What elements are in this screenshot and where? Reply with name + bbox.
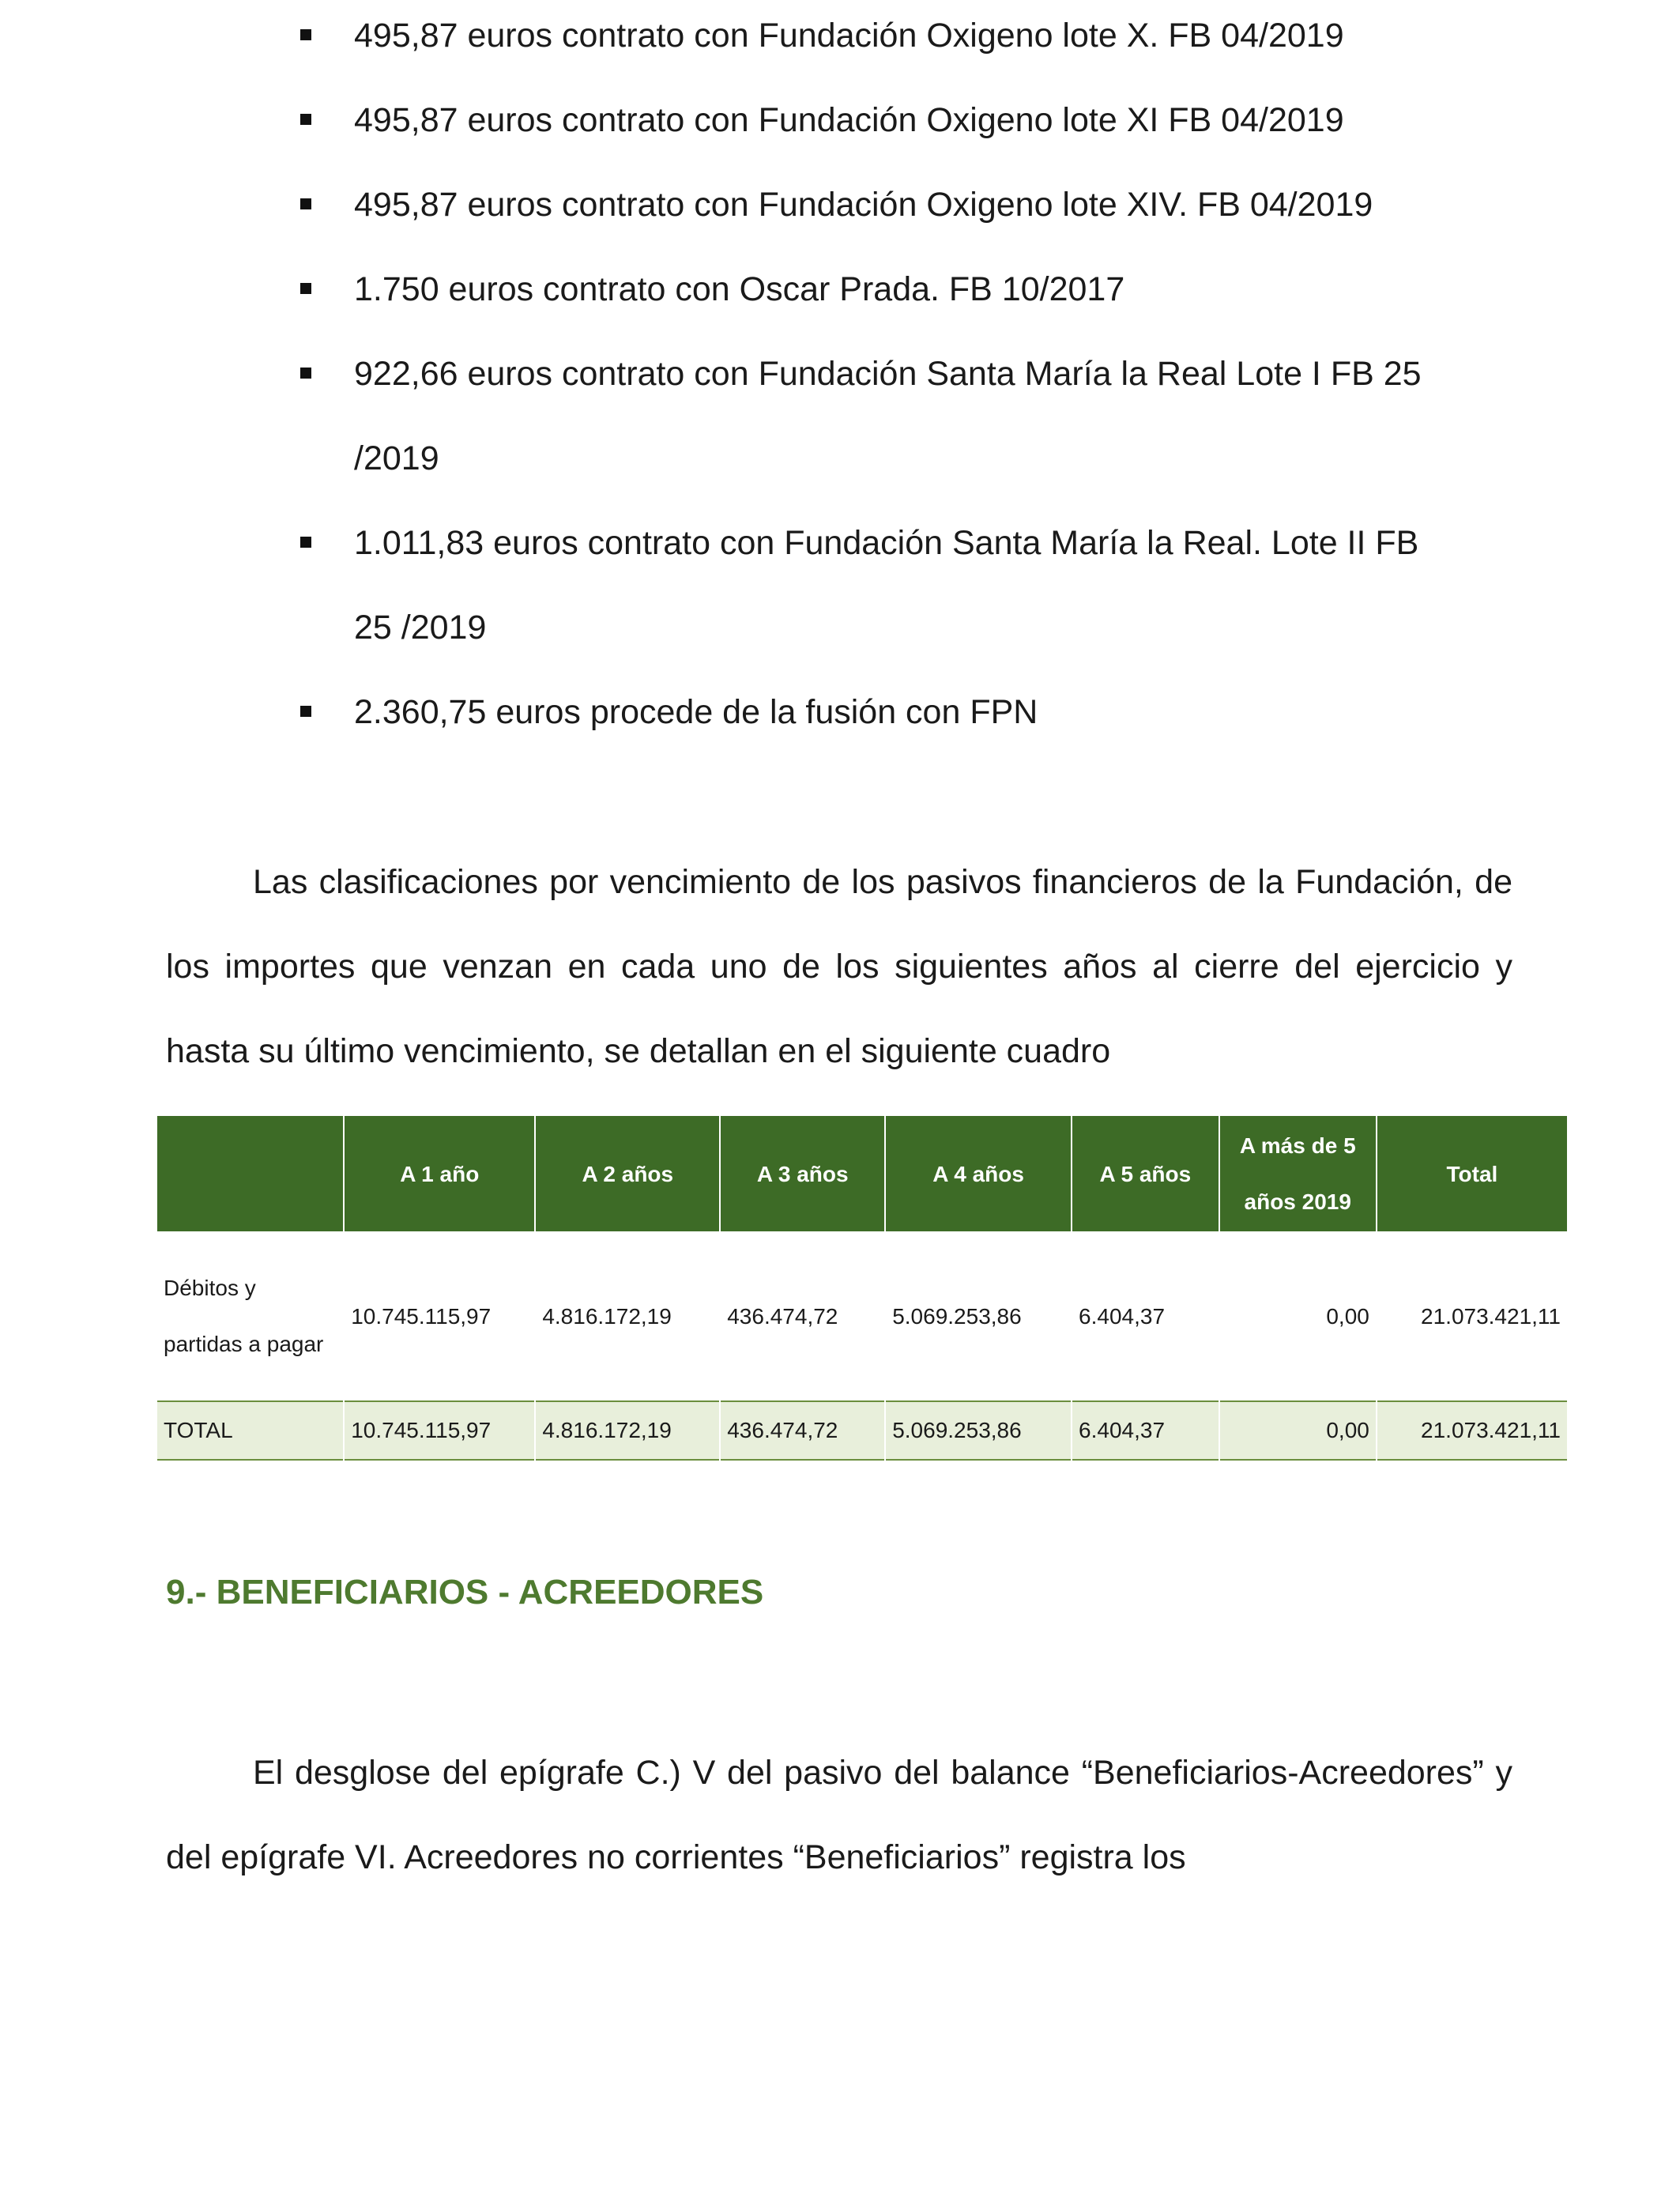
table-cell: 21.073.421,11 [1377, 1400, 1567, 1461]
table-cell: 6.404,37 [1072, 1400, 1219, 1461]
square-bullet-icon [300, 283, 311, 294]
row-label: TOTAL [157, 1400, 343, 1461]
list-item-text: 922,66 euros contrato con Fundación Santa María la Real Lote I FB 25 [354, 355, 1422, 393]
intro-paragraph [166, 840, 1512, 1094]
intro-paragraph-text: Las clasificaciones por vencimiento de los pasivos financieros de la Fundación, de los importes que venzan en cada uno de los siguientes años al cierre del ejercicio y hasta su último vencimiento, se detallan en el siguiente cuadro [166, 863, 1512, 1070]
table-cell: 4.816.172,19 [536, 1400, 719, 1461]
table-row [157, 1231, 1567, 1400]
square-bullet-icon [300, 706, 311, 717]
bullet-list [300, 0, 1533, 755]
list-item-text-continued: /2019 [354, 439, 439, 477]
table-header-cell: A 3 años [721, 1116, 884, 1231]
table-cell: 6.404,37 [1079, 1303, 1166, 1329]
list-item-text: 495,87 euros contrato con Fundación Oxigeno lote XI FB 04/2019 [354, 101, 1344, 139]
list-item-text-continued: 25 /2019 [354, 609, 487, 647]
list-item [300, 0, 1533, 78]
table-cell: 4.816.172,19 [542, 1303, 672, 1329]
row-label: Débitos y partidas a pagar [164, 1276, 324, 1356]
list-item [300, 78, 1533, 163]
list-item-text: 1.750 euros contrato con Oscar Prada. FB 10/2017 [354, 270, 1125, 308]
closing-paragraph [166, 1731, 1512, 1900]
list-item-text: 495,87 euros contrato con Fundación Oxigeno lote X. FB 04/2019 [354, 17, 1344, 55]
section-heading: 9.- BENEFICIARIOS - ACREEDORES [166, 1573, 764, 1612]
square-bullet-icon [300, 114, 311, 125]
table-cell: 0,00 [1326, 1303, 1369, 1329]
table-cell: 436.474,72 [727, 1303, 838, 1329]
table-header-row [157, 1116, 1567, 1231]
maturity-table [156, 1116, 1569, 1461]
table-header-cell: Total [1377, 1116, 1567, 1231]
square-bullet-icon [300, 537, 311, 548]
table-cell: 436.474,72 [721, 1400, 884, 1461]
table-header-cell: A más de 5 años 2019 [1220, 1116, 1376, 1231]
table-header-cell: A 1 año [345, 1116, 534, 1231]
table-header-cell: A 2 años [536, 1116, 719, 1231]
list-item-text: 495,87 euros contrato con Fundación Oxigeno lote XIV. FB 04/2019 [354, 186, 1373, 224]
closing-paragraph-text: El desglose del epígrafe C.) V del pasivo del balance “Beneficiarios-Acreedores” y del epígrafe VI. Acreedores no corrientes “Beneficiarios” registra los [166, 1754, 1512, 1876]
list-item [300, 247, 1533, 332]
table-header-cell: A 5 años [1072, 1116, 1219, 1231]
square-bullet-icon [300, 29, 311, 40]
list-item [300, 501, 1533, 670]
table-row-total [157, 1400, 1567, 1461]
table-cell: 21.073.421,11 [1421, 1303, 1561, 1329]
square-bullet-icon [300, 198, 311, 209]
list-item-text: 2.360,75 euros procede de la fusión con FPN [354, 693, 1038, 731]
list-item-text: 1.011,83 euros contrato con Fundación Santa María la Real. Lote II FB [354, 524, 1419, 562]
table-header-cell: A 4 años [886, 1116, 1071, 1231]
list-item [300, 332, 1533, 501]
table-cell: 10.745.115,97 [351, 1303, 492, 1329]
square-bullet-icon [300, 368, 311, 379]
table-cell: 5.069.253,86 [886, 1400, 1071, 1461]
table-cell: 10.745.115,97 [345, 1400, 534, 1461]
table-cell: 5.069.253,86 [892, 1303, 1022, 1329]
table-cell: 0,00 [1220, 1400, 1376, 1461]
list-item [300, 163, 1533, 247]
list-item [300, 670, 1533, 755]
table-header-cell [157, 1116, 343, 1231]
